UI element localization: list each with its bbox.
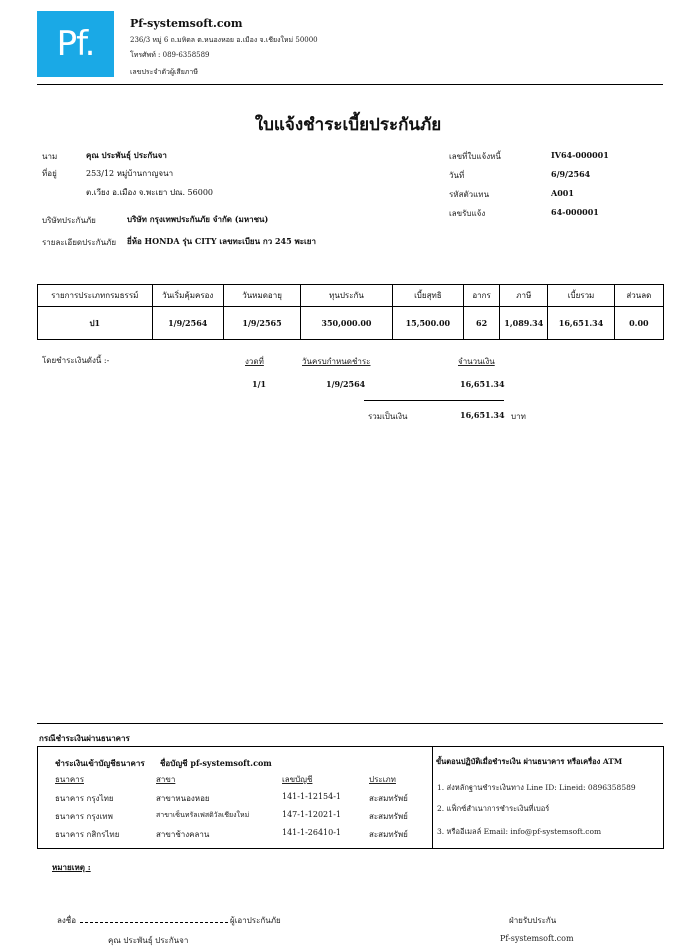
cell-discount: 0.00	[614, 307, 663, 340]
insurer-label: บริษัทประกันภัย	[42, 216, 96, 225]
installment-intro: โดยชำระเงินดังนี้ :-	[42, 356, 110, 365]
company-name: Pf-systemsoft.com	[130, 17, 243, 30]
th-policy-type: รายการประเภทกรมธรรม์	[38, 285, 153, 307]
cell-tax: 1,089.34	[500, 307, 548, 340]
th-tax: ภาษี	[500, 285, 548, 307]
total-currency: บาท	[511, 412, 526, 421]
installment-amount-header: จำนวนเงิน	[458, 357, 495, 366]
ref-no: 64-000001	[551, 207, 599, 217]
installment-due-header: วันครบกำหนดชำระ	[302, 357, 371, 366]
customer-name: คุณ ประพันธุ์ ประกันจา	[86, 150, 167, 160]
table-row	[38, 307, 664, 340]
company-phone: โทรศัพท์ : 089-6358589	[130, 51, 210, 59]
signature-line	[80, 922, 228, 923]
bank-row-3-account: 141-1-26410-1	[282, 828, 342, 837]
total-label: รวมเป็นเงิน	[368, 412, 408, 421]
th-expiry-date: วันหมดอายุ	[223, 285, 300, 307]
installment-amount: 16,651.34	[460, 379, 505, 389]
invoice-no: IV64-000001	[551, 150, 609, 160]
customer-address-line1: 253/12 หมู่บ้านกาญจนา	[86, 169, 174, 178]
payment-step-2: 2. แฟ็กซ์สำเนาการชำระเงินที่เบอร์	[437, 804, 550, 813]
bank-row-1-bank: ธนาคาร กรุงไทย	[55, 794, 114, 803]
bank-row-3-bank: ธนาคาร กสิกรไทย	[55, 830, 120, 839]
receiver-name: Pf-systemsoft.com	[500, 934, 574, 943]
bank-row-1-type: สะสมทรัพย์	[369, 794, 408, 803]
bank-row-3-branch: สาขาช้างคลาน	[156, 830, 210, 839]
bank-header-branch: สาขา	[156, 775, 176, 784]
bank-account-name: ชื่อบัญชี pf-systemsoft.com	[160, 758, 272, 768]
bank-account-label: ชำระเงินเข้าบัญชีธนาคาร	[55, 758, 145, 768]
invoice-date: 6/9/2564	[551, 169, 591, 179]
note-label: หมายเหตุ :	[52, 862, 91, 872]
installment-period: 1/1	[252, 379, 267, 389]
bank-header-bank: ธนาคาร	[55, 775, 84, 784]
bank-header-type: ประเภท	[369, 775, 396, 784]
customer-address-label: ที่อยู่	[42, 169, 57, 178]
th-net-premium: เบี้ยสุทธิ	[392, 285, 463, 307]
bank-header-account: เลขบัญชี	[282, 775, 313, 784]
company-tax-id: เลขประจำตัวผู้เสียภาษี	[130, 68, 198, 76]
payer-name: คุณ ประพันธุ์ ประกันจา	[108, 936, 189, 945]
cell-policy-type: ป1	[38, 307, 153, 340]
policy-table	[37, 284, 664, 340]
agent-code: A001	[551, 188, 574, 198]
insurance-detail: ยี่ห้อ HONDA รุ่น CITY เลขทะเบียน กว 245 พะเยา	[127, 236, 316, 246]
company-logo: Pf.	[37, 11, 114, 77]
bank-row-3-type: สะสมทรัพย์	[369, 830, 408, 839]
bank-row-2-account: 147-1-12021-1	[282, 810, 342, 819]
bank-row-1-branch: สาขาหนองหอย	[156, 794, 210, 803]
agent-code-label: รหัสตัวแทน	[449, 190, 490, 199]
customer-name-label: นาม	[42, 152, 58, 161]
insurance-detail-label: รายละเอียดประกันภัย	[42, 238, 117, 247]
cell-sum-insured: 350,000.00	[301, 307, 392, 340]
installment-due: 1/9/2564	[326, 379, 366, 389]
payment-step-3: 3. หรืออีเมลล์ Email: info@pf-systemsoft.com	[437, 827, 602, 836]
th-discount: ส่วนลด	[614, 285, 663, 307]
cell-expiry-date: 1/9/2565	[223, 307, 300, 340]
bank-row-2-branch: สาขาเซ็นทรัลเฟสติวัลเชียงใหม่	[156, 811, 250, 819]
bank-section-title: กรณีชำระเงินผ่านธนาคาร	[39, 733, 130, 743]
installment-period-header: งวดที่	[245, 357, 264, 366]
payment-step-1: 1. ส่งหลักฐานชำระเงินทาง Line ID: Lineid: 0896358589	[437, 783, 636, 792]
cell-total-premium: 16,651.34	[548, 307, 614, 340]
ref-no-label: เลขรับแจ้ง	[449, 209, 486, 218]
bank-row-1-account: 141-1-12154-1	[282, 792, 342, 801]
th-total-premium: เบี้ยรวม	[548, 285, 614, 307]
th-start-date: วันเริ่มคุ้มครอง	[152, 285, 223, 307]
bank-row-2-bank: ธนาคาร กรุงเทพ	[55, 812, 113, 821]
bank-divider	[37, 723, 663, 724]
payment-steps-title: ขั้นตอนปฏิบัติเมื่อชำระเงิน ผ่านธนาคาร หรือเครื่อง ATM	[436, 757, 623, 766]
bank-row-2-type: สะสมทรัพย์	[369, 812, 408, 821]
bank-box-divider	[432, 746, 433, 848]
invoice-date-label: วันที่	[449, 171, 465, 180]
company-address: 236/3 หมู่ 6 ถ.มหิดล ต.หนองหอย อ.เมือง จ.เชียงใหม่ 50000	[130, 36, 318, 44]
invoice-no-label: เลขที่ใบแจ้งหนี้	[449, 152, 501, 161]
header-divider	[37, 84, 663, 85]
cell-stamp-duty: 62	[464, 307, 500, 340]
total-amount: 16,651.34	[460, 410, 505, 420]
cell-start-date: 1/9/2564	[152, 307, 223, 340]
th-sum-insured: ทุนประกัน	[301, 285, 392, 307]
policy-table-header	[38, 285, 664, 307]
customer-address-line2: ต.เวียง อ.เมือง จ.พะเยา ปณ. 56000	[86, 188, 214, 197]
sign-label: ลงชื่อ	[57, 916, 77, 925]
page-title: ใบแจ้งชำระเบี้ยประกันภัย	[254, 115, 442, 135]
receiver-label: ฝ่ายรับประกัน	[509, 916, 557, 925]
cell-net-premium: 15,500.00	[392, 307, 463, 340]
th-stamp-duty: อากร	[464, 285, 500, 307]
insurer-name: บริษัท กรุงเทพประกันภัย จำกัด (มหาชน)	[127, 214, 269, 224]
total-divider	[364, 400, 504, 401]
payer-label: ผู้เอาประกันภัย	[230, 916, 281, 925]
